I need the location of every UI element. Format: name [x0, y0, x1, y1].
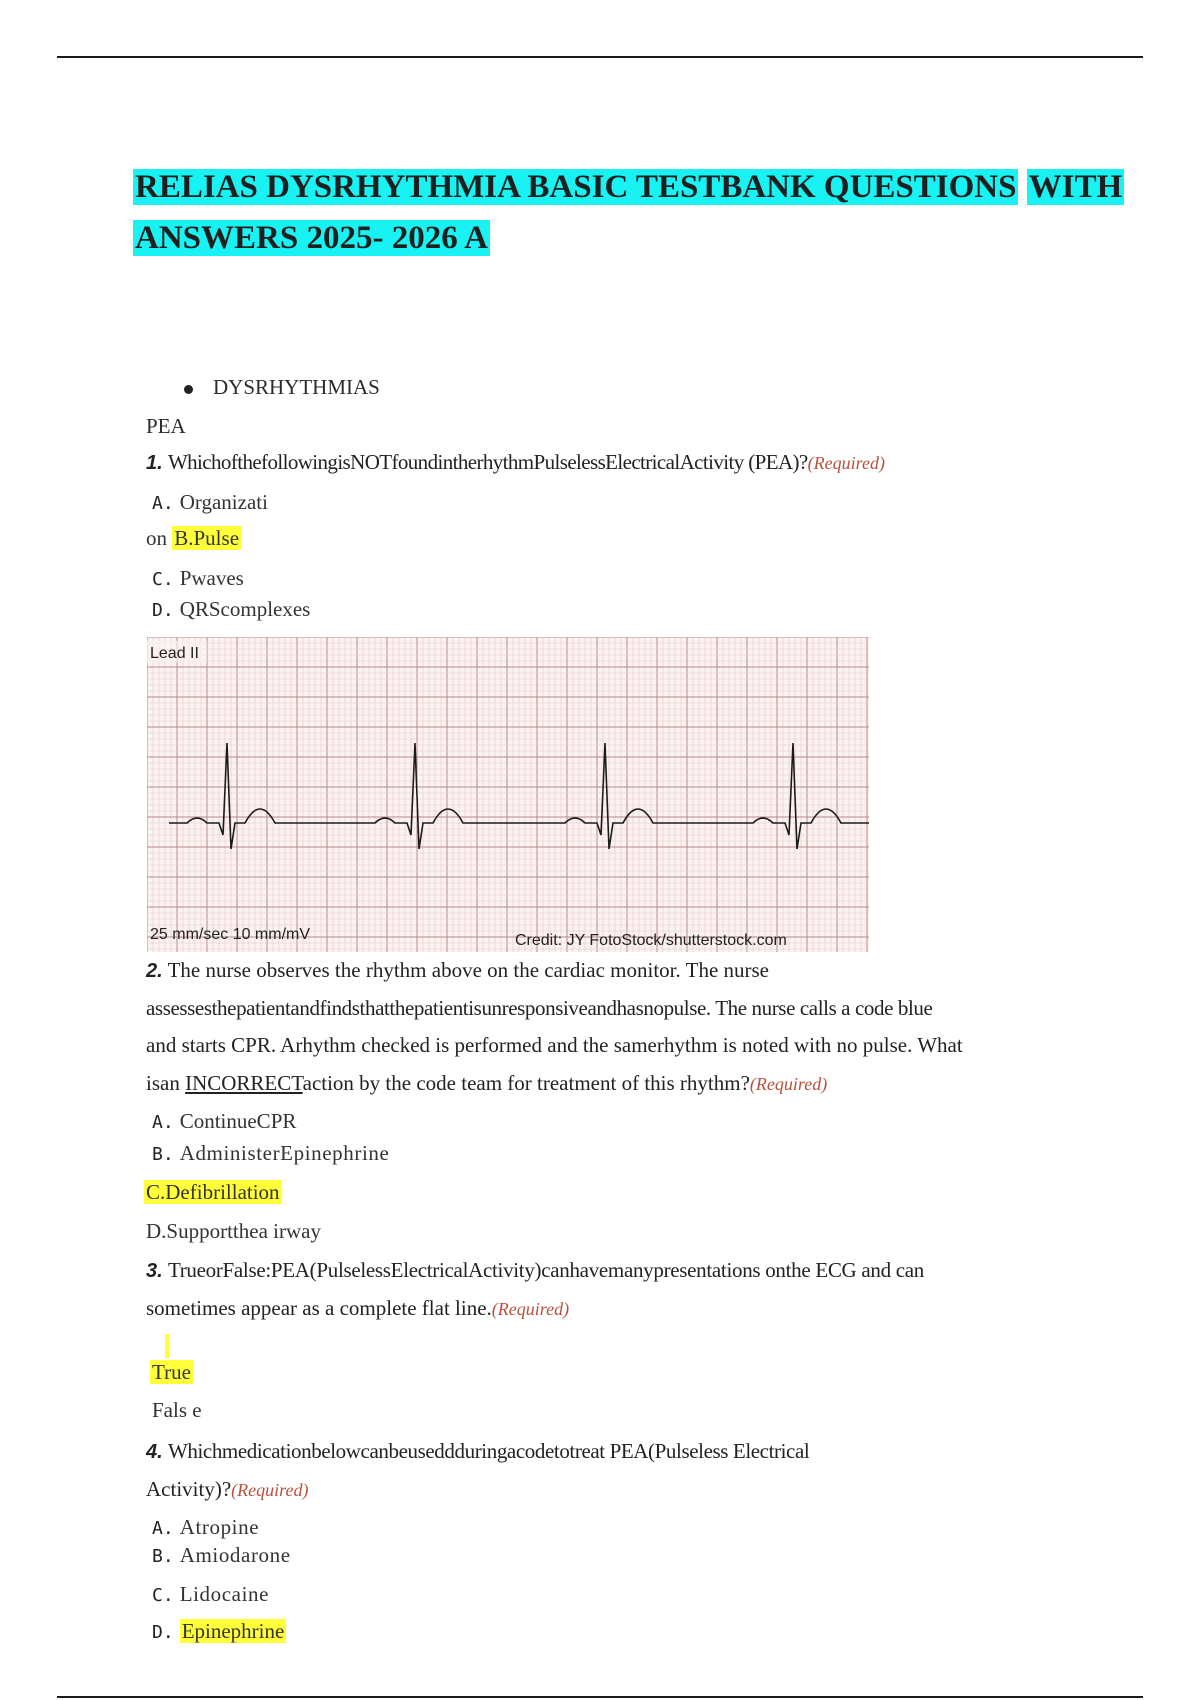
question-2-line3: and starts CPR. Arhythm checked is performed and the samerhythm is noted with no pulse. What — [146, 1033, 963, 1057]
question-3-line2: sometimes appear as a complete flat line.(Required) — [146, 1296, 570, 1320]
q3-option-true[interactable] — [150, 1360, 193, 1385]
bullet-item — [184, 372, 380, 402]
q1-option-d[interactable]: D. QRScomplexes — [152, 597, 311, 621]
question-2-number: 2. — [146, 960, 163, 982]
question-4-number: 4. — [146, 1441, 163, 1463]
ecg-strip-image — [147, 637, 869, 952]
page-title — [133, 163, 1124, 212]
question-2-line2: assessesthepatientandfindsthatthepatientisunresponsiveandhasnopulse. The nurse calls a code blue — [146, 996, 933, 1020]
top-rule — [57, 56, 1143, 58]
q4-answer-highlight: Epinephrine — [181, 1619, 285, 1643]
q3-option-false[interactable]: Fals e — [152, 1398, 202, 1422]
required-tag: (Required) — [231, 1480, 309, 1500]
bullet-dot-icon — [184, 385, 193, 394]
bullet-text: DYSRHYTHMIAS — [213, 375, 380, 399]
q2-option-c[interactable] — [144, 1180, 282, 1205]
ecg-credit: Credit: JY FotoStock/shutterstock.com — [515, 932, 787, 949]
q2-option-a[interactable]: A. ContinueCPR — [152, 1109, 297, 1133]
question-3-line1: 3. TrueorFalse:PEA(PulselessElectricalActivity)canhavemanypresentations onthe ECG and can — [146, 1258, 924, 1282]
question-4-line1: 4. Whichmedicationbelowcanbeuseddduringacodetotreat PEA(Pulseless Electrical — [146, 1439, 810, 1463]
required-tag: (Required) — [491, 1299, 570, 1319]
question-1-number: 1. — [146, 452, 163, 474]
q2-option-d[interactable]: D.Supportthea irway — [146, 1219, 321, 1243]
page-title-line2 — [133, 214, 490, 263]
q4-option-a[interactable]: A. Atropine — [152, 1515, 260, 1539]
question-4-line2: Activity)?(Required) — [146, 1477, 309, 1501]
q4-option-d[interactable]: D. Epinephrine — [152, 1619, 285, 1643]
question-2-line4: isan INCORRECTaction by the code team for treatment of this rhythm?(Required) — [146, 1071, 828, 1095]
title-line1: RELIAS DYSRHYTHMIA BASIC TESTBANK QUESTIONS — [135, 169, 1017, 205]
q1-option-a-continued: on — [146, 526, 167, 550]
required-tag: (Required) — [749, 1074, 828, 1094]
text-cursor — [165, 1334, 169, 1358]
ecg-scale-label: 25 mm/sec 10 mm/mV — [150, 926, 311, 943]
section-label: PEA — [146, 414, 186, 438]
q4-option-c[interactable]: C. Lidocaine — [152, 1582, 270, 1606]
q4-option-b[interactable]: B. Amiodarone — [152, 1543, 291, 1567]
question-3-number: 3. — [146, 1260, 163, 1282]
question-2-line1: 2. The nurse observes the rhythm above on the cardiac monitor. The nurse — [146, 958, 769, 982]
ecg-lead-label: Lead II — [150, 645, 199, 662]
q1-answer-highlight: B.Pulse — [174, 526, 240, 550]
q1-option-c[interactable]: C. Pwaves — [152, 566, 244, 590]
title-line2: ANSWERS 2025- 2026 A — [135, 220, 488, 256]
q1-option-b[interactable] — [146, 526, 241, 551]
q3-answer-highlight: True — [152, 1360, 191, 1384]
required-tag: (Required) — [807, 453, 885, 473]
bottom-rule — [57, 1696, 1143, 1698]
title-line1-b: WITH — [1028, 169, 1123, 205]
q2-answer-highlight: C.Defibrillation — [146, 1180, 280, 1204]
question-1-text: WhichofthefollowingisNOTfoundintherhythmPulselessElectricalActivity (PEA)? — [167, 450, 808, 474]
q2-option-b[interactable]: B. AdministerEpinephrine — [152, 1141, 390, 1165]
incorrect-emphasis: INCORRECT — [185, 1071, 303, 1095]
question-1 — [146, 450, 885, 475]
q1-option-a[interactable]: A. Organizati — [152, 490, 268, 514]
